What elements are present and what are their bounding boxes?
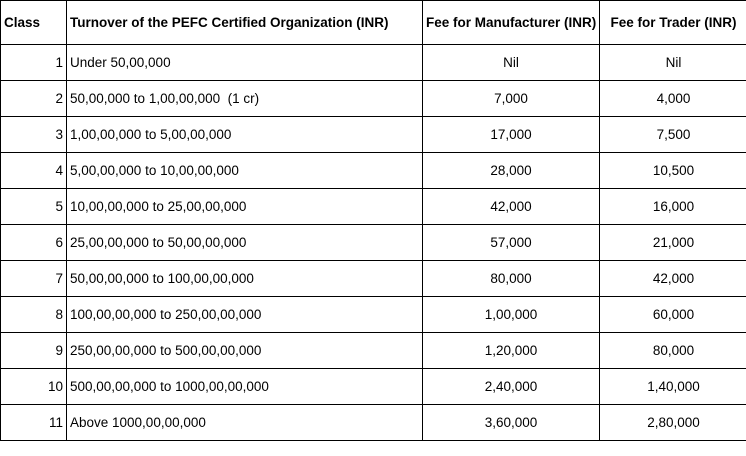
- table-row: [1, 333, 746, 369]
- cell-trader-fee: 4,000: [600, 81, 746, 117]
- cell-manufacturer-fee: 2,40,000: [423, 369, 600, 405]
- cell-trader-fee: 42,000: [600, 261, 746, 297]
- cell-manufacturer-fee: 1,20,000: [423, 333, 600, 369]
- cell-trader-fee: 80,000: [600, 333, 746, 369]
- cell-manufacturer-fee: 3,60,000: [423, 405, 600, 441]
- table-row: [1, 297, 746, 333]
- cell-manufacturer-fee: 17,000: [423, 117, 600, 153]
- cell-manufacturer-fee: 28,000: [423, 153, 600, 189]
- cell-trader-fee: Nil: [600, 45, 746, 81]
- cell-turnover: 50,00,00,000 to 100,00,00,000: [67, 261, 423, 297]
- cell-class: 11: [1, 405, 67, 441]
- cell-class: 3: [1, 117, 67, 153]
- header-trader-fee: Fee for Trader (INR): [600, 1, 746, 45]
- table-body: [1, 45, 746, 441]
- cell-class: 7: [1, 261, 67, 297]
- cell-trader-fee: 60,000: [600, 297, 746, 333]
- header-manufacturer-fee: Fee for Manufacturer (INR): [423, 1, 600, 45]
- header-row: [1, 1, 746, 45]
- header-turnover: Turnover of the PEFC Certified Organization (INR): [67, 1, 423, 45]
- cell-class: 10: [1, 369, 67, 405]
- header-class: Class: [1, 1, 67, 45]
- cell-turnover: 250,00,00,000 to 500,00,00,000: [67, 333, 423, 369]
- table-row: [1, 117, 746, 153]
- cell-manufacturer-fee: 42,000: [423, 189, 600, 225]
- table-row: [1, 261, 746, 297]
- cell-trader-fee: 2,80,000: [600, 405, 746, 441]
- cell-class: 5: [1, 189, 67, 225]
- table-row: [1, 45, 746, 81]
- cell-class: 2: [1, 81, 67, 117]
- cell-manufacturer-fee: 1,00,000: [423, 297, 600, 333]
- cell-turnover: 500,00,00,000 to 1000,00,00,000: [67, 369, 423, 405]
- cell-turnover: 25,00,00,000 to 50,00,00,000: [67, 225, 423, 261]
- cell-turnover: 50,00,000 to 1,00,00,000 (1 cr): [67, 81, 423, 117]
- cell-manufacturer-fee: Nil: [423, 45, 600, 81]
- table-row: [1, 81, 746, 117]
- cell-manufacturer-fee: 80,000: [423, 261, 600, 297]
- cell-turnover: Above 1000,00,00,000: [67, 405, 423, 441]
- cell-class: 1: [1, 45, 67, 81]
- table-row: [1, 405, 746, 441]
- cell-class: 8: [1, 297, 67, 333]
- cell-turnover: Under 50,00,000: [67, 45, 423, 81]
- cell-turnover: 1,00,00,000 to 5,00,00,000: [67, 117, 423, 153]
- cell-class: 6: [1, 225, 67, 261]
- cell-manufacturer-fee: 57,000: [423, 225, 600, 261]
- table-row: [1, 189, 746, 225]
- cell-class: 9: [1, 333, 67, 369]
- cell-turnover: 100,00,00,000 to 250,00,00,000: [67, 297, 423, 333]
- cell-turnover: 5,00,00,000 to 10,00,00,000: [67, 153, 423, 189]
- cell-manufacturer-fee: 7,000: [423, 81, 600, 117]
- cell-trader-fee: 1,40,000: [600, 369, 746, 405]
- table-row: [1, 225, 746, 261]
- cell-turnover: 10,00,00,000 to 25,00,00,000: [67, 189, 423, 225]
- table-row: [1, 369, 746, 405]
- cell-trader-fee: 10,500: [600, 153, 746, 189]
- cell-trader-fee: 16,000: [600, 189, 746, 225]
- cell-class: 4: [1, 153, 67, 189]
- cell-trader-fee: 7,500: [600, 117, 746, 153]
- table-row: [1, 153, 746, 189]
- cell-trader-fee: 21,000: [600, 225, 746, 261]
